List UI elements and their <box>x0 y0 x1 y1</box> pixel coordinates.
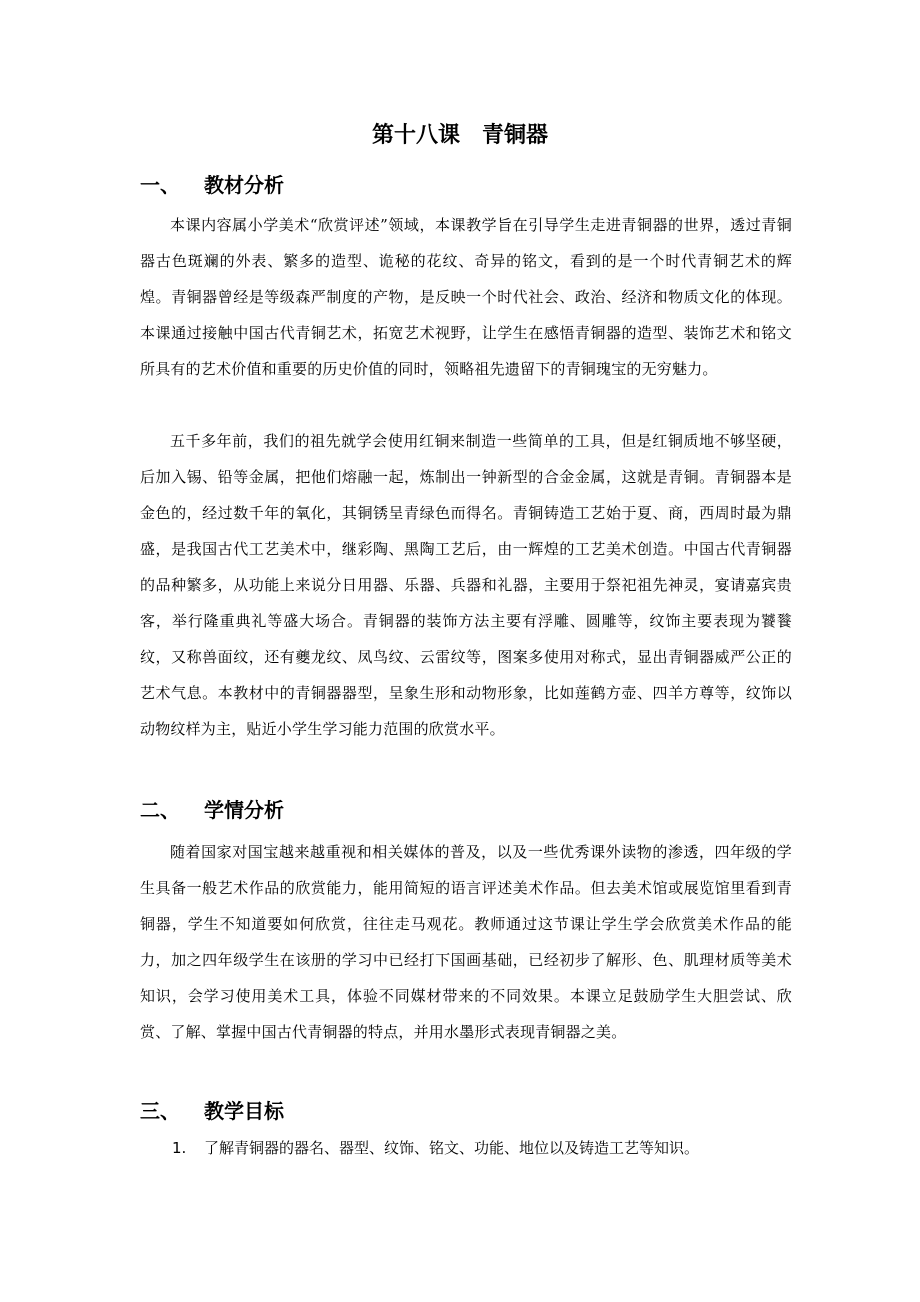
list-item <box>172 1132 792 1164</box>
section-heading-1 <box>140 169 284 201</box>
section-number: 一、 <box>140 173 180 197</box>
section-title: 学情分析 <box>204 798 284 822</box>
page-title: 第十八课 青铜器 <box>371 123 548 148</box>
section-title: 教材分析 <box>204 173 284 197</box>
section-number: 二、 <box>140 798 180 822</box>
paragraph-student-analysis: 随着国家对国宝越来越重视和相关媒体的普及，以及一些优秀课外读物的渗透，四年级的学生具备一般艺术作品的欣赏能力，能用简短的语言评述美术作品。但去美术馆或展览馆里看到青铜器，学生不知道要如何欣赏，往往走马观花。教师通过这节课让学生学会欣赏美术作品的能力，加之四年级学生在该册的学习中已经打下国画基础，已经初步了解形、色、肌理材质等美术知识，会学习使用美术工具，体验不同媒材带来的不同效果。本课立足鼓励学生大胆尝试、欣赏、了解、掌握中国古代青铜器的特点，并用水墨形式表现青铜器之美。 <box>140 843 792 1041</box>
paragraph-textbook-analysis-1: 本课内容属小学美术“欣赏评述”领域，本课教学旨在引导学生走进青铜器的世界，透过青铜器古色斑斓的外表、繁多的造型、诡秘的花纹、奇异的铭文，看到的是一个时代青铜艺术的辉煌。青铜器曾经是等级森严制度的产物，是反映一个时代社会、政治、经济和物质文化的体现。本课通过接触中国古代青铜艺术，拓宽艺术视野，让学生在感悟青铜器的造型、装饰艺术和铭文所具有的艺术价值和重要的历史价值的同时，领略祖先遗留下的青铜瑰宝的无穷魅力。 <box>140 216 792 378</box>
list-item-text: 了解青铜器的器名、器型、纹饰、铭文、功能、地位以及铸造工艺等知识。 <box>204 1139 700 1157</box>
section-heading-3 <box>140 1095 284 1127</box>
section-number: 三、 <box>140 1099 180 1123</box>
section-title: 教学目标 <box>204 1099 284 1123</box>
paragraph-textbook-analysis-2: 五千多年前，我们的祖先就学会使用红铜来制造一些简单的工具，但是红铜质地不够坚硬，后加入锡、铅等金属，把他们熔融一起，炼制出一钟新型的合金金属，这就是青铜。青铜器本是金色的，经过数千年的氧化，其铜锈呈青绿色而得名。青铜铸造工艺始于夏、商，西周时最为鼎盛，是我国古代工艺美术中，继彩陶、黑陶工艺后，由一辉煌的工艺美术创造。中国古代青铜器的品种繁多，从功能上来说分日用器、乐器、兵器和礼器，主要用于祭祀祖先神灵，宴请嘉宾贵客，举行隆重典礼等盛大场合。青铜器的装饰方法主要有浮雕、圆雕等，纹饰主要表现为饕餮纹，又称兽面纹，还有夔龙纹、凤鸟纹、云雷纹等，图案多使用对称式，显出青铜器威严公正的艺术气息。本教材中的青铜器器型，呈象生形和动物形象，比如莲鹤方壶、四羊方尊等，纹饰以动物纹样为主，贴近小学生学习能力范围的欣赏水平。 <box>140 432 792 738</box>
list-marker: 1. <box>172 1139 187 1157</box>
section-heading-2 <box>140 794 284 826</box>
